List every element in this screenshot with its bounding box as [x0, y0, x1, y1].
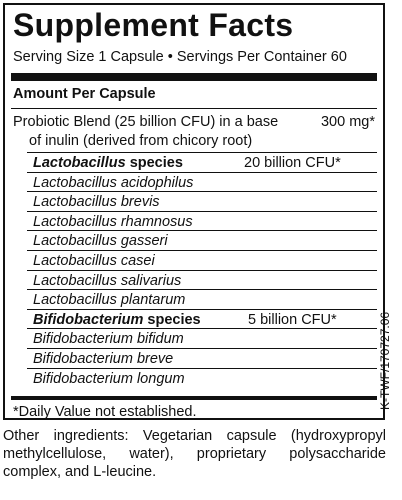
bottom-thick-divider	[11, 396, 377, 400]
product-code: K-TWF/170727.06	[378, 311, 392, 410]
ingredient-name: Lactobacillus acidophilus	[33, 174, 194, 191]
ingredient-name: Bifidobacterium	[33, 311, 144, 328]
ingredient-name: Lactobacillus gasseri	[33, 233, 168, 250]
row-divider	[27, 191, 377, 192]
ingredient-name: Lactobacillus plantarum	[33, 292, 186, 309]
row-divider	[27, 309, 377, 310]
blend-amount: 300 mg*	[320, 114, 375, 130]
blend-line-2: of inulin (derived from chicory root)	[29, 133, 253, 149]
amount-per-capsule-header: Amount Per Capsule	[13, 86, 156, 102]
ingredient-name: Bifidobacterium breve	[33, 351, 174, 367]
row-divider	[27, 152, 377, 153]
row-divider	[27, 250, 377, 251]
supplement-facts-panel	[3, 3, 385, 420]
panel-title: Supplement Facts	[13, 7, 294, 43]
row-divider	[27, 230, 377, 231]
blend-line-1: Probiotic Blend (25 billion CFU) in a base	[13, 114, 279, 130]
ingredient-name: Lactobacillus brevis	[33, 194, 160, 211]
row-divider	[27, 368, 377, 369]
daily-value-footnote: *Daily Value not established.	[13, 404, 197, 420]
row-divider	[27, 270, 377, 271]
ingredient-suffix: species	[125, 155, 183, 171]
row-divider	[27, 211, 377, 212]
ingredient-name: Lactobacillus	[33, 155, 126, 171]
ingredient-suffix: species	[143, 311, 201, 328]
ingredient-amount: 20 billion CFU*	[244, 155, 341, 171]
row-divider	[27, 172, 377, 173]
other-ingredients: Other ingredients: Vegetarian capsule (hydroxypropyl methylcellulose, water), proprietary polysaccharide complex, and L-leucine.	[3, 428, 386, 480]
ingredient-name: Lactobacillus salivarius	[33, 272, 182, 289]
thick-divider	[11, 73, 377, 81]
ingredient-row	[33, 371, 375, 391]
row-divider	[27, 348, 377, 349]
ingredient-name: Lactobacillus rhamnosus	[33, 213, 193, 230]
thin-divider	[11, 108, 377, 109]
ingredient-name: Bifidobacterium longum	[33, 370, 185, 387]
row-divider	[27, 328, 377, 329]
ingredient-name: Bifidobacterium bifidum	[33, 331, 184, 348]
ingredient-amount: 5 billion CFU*	[248, 311, 337, 328]
row-divider	[27, 289, 377, 290]
ingredient-name: Lactobacillus casei	[33, 253, 155, 269]
serving-info: Serving Size 1 Capsule • Servings Per Container 60	[13, 49, 347, 65]
